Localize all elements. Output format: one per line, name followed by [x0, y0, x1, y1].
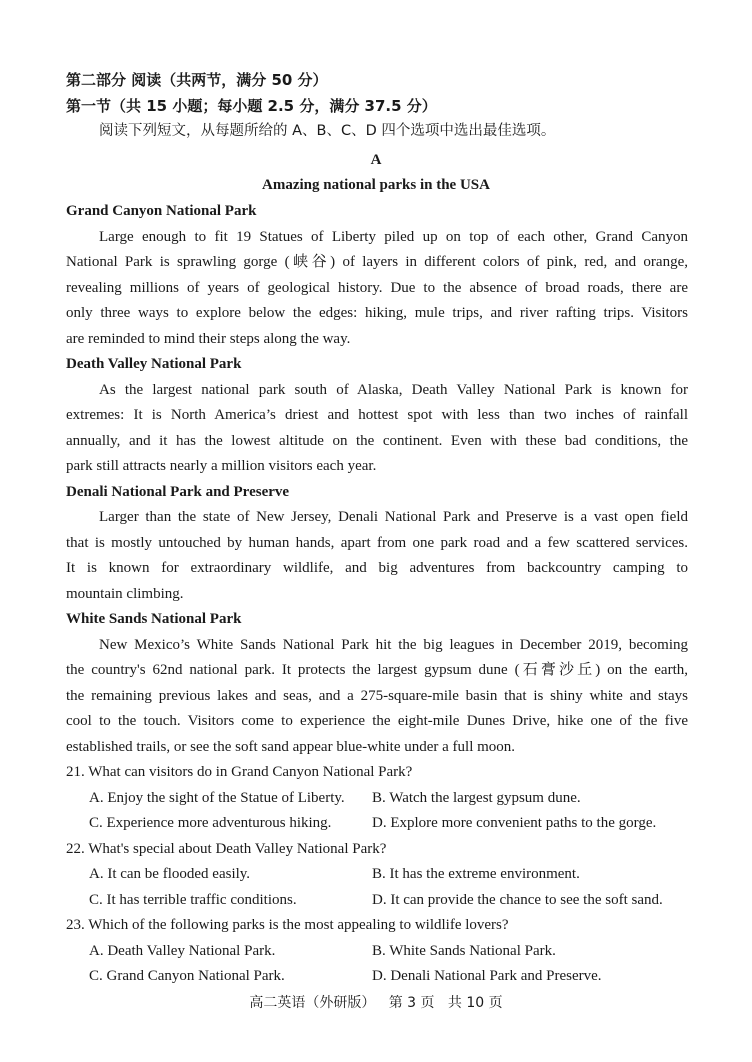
instructions: 阅读下列短文，从每题所给的 A、B、C、D 四个选项中选出最佳选项。 [99, 123, 556, 139]
park-heading: Grand Canyon National Park [66, 203, 257, 219]
paragraph-line: Larger than the state of New Jersey, Denali National Park and Preserve is a vast open field [99, 509, 688, 525]
paragraph-line: park still attracts nearly a million visitors each year. [66, 458, 377, 474]
option-d: D. Denali National Park and Preserve. [372, 968, 602, 984]
park-heading: Death Valley National Park [66, 356, 242, 372]
page-footer: 高二英语（外研版） 第 3 页 共 10 页 [249, 995, 503, 1011]
option-c: C. Grand Canyon National Park. [89, 968, 285, 984]
passage-title: Amazing national parks in the USA [262, 177, 490, 193]
option-a: A. It can be flooded easily. [89, 866, 251, 882]
paragraph-line: extremes: It is North America’s driest and hottest spot with less than two inches of rainfall [66, 407, 688, 423]
passage-letter: A [370, 152, 382, 168]
part-title: 第二部分 阅读（共两节，满分 50 分） [66, 71, 328, 89]
paragraph-line: annually, and it has the lowest altitude on the continent. Even with these bad conditions, the [66, 433, 688, 449]
question-stem: 23. Which of the following parks is the most appealing to wildlife lovers? [66, 917, 509, 933]
paragraph-line: New Mexico’s White Sands National Park hit the big leagues in December 2019, becoming [99, 637, 688, 653]
question-stem: 22. What's special about Death Valley National Park? [66, 841, 387, 857]
option-b: B. It has the extreme environment. [372, 866, 580, 882]
option-a: A. Enjoy the sight of the Statue of Liberty. [89, 790, 345, 806]
paragraph-line: that is mostly untouched by human hands, apart from one park road and a few scattered services. [66, 535, 688, 551]
option-d: D. Explore more convenient paths to the gorge. [372, 815, 657, 831]
paragraph-line: the country's 62nd national park. It protects the largest gypsum dune (石膏沙丘) on the earth, [66, 662, 688, 678]
option-c: C. Experience more adventurous hiking. [89, 815, 332, 831]
park-heading: Denali National Park and Preserve [66, 484, 290, 500]
section-title: 第一节（共 15 小题；每小题 2.5 分，满分 37.5 分） [66, 97, 437, 115]
paragraph-line: As the largest national park south of Alaska, Death Valley National Park is known for [99, 382, 688, 398]
paragraph-line: revealing millions of years of geological history. Due to the absence of broad roads, there are [66, 280, 688, 296]
paragraph-line: mountain climbing. [66, 586, 184, 602]
option-b: B. Watch the largest gypsum dune. [372, 790, 581, 806]
option-b: B. White Sands National Park. [372, 943, 556, 959]
option-a: A. Death Valley National Park. [89, 943, 276, 959]
option-c: C. It has terrible traffic conditions. [89, 892, 297, 908]
paragraph-line: cool to the touch. Visitors come to experience the eight-mile Dunes Drive, hike one of the five [66, 713, 688, 729]
paragraph-line: It is known for extraordinary wildlife, and big adventures from backcountry camping to [66, 560, 688, 576]
paragraph-line: Large enough to fit 19 Statues of Liberty piled up on top of each other, Grand Canyon [99, 229, 688, 245]
paragraph-line: only three ways to explore below the edges: hiking, mule trips, and river rafting trips. Visitors [66, 305, 688, 321]
park-heading: White Sands National Park [66, 611, 242, 627]
paragraph-line: the remaining previous lakes and seas, and a 275-square-mile basin that is shiny white and stays [66, 688, 688, 704]
option-d: D. It can provide the chance to see the soft sand. [372, 892, 663, 908]
paragraph-line: National Park is sprawling gorge (峡谷) of layers in different colors of pink, red, and orange, [66, 254, 688, 270]
question-stem: 21. What can visitors do in Grand Canyon National Park? [66, 764, 413, 780]
paragraph-line: established trails, or see the soft sand appear blue-white under a full moon. [66, 739, 516, 755]
paragraph-line: are reminded to mind their steps along the way. [66, 331, 351, 347]
